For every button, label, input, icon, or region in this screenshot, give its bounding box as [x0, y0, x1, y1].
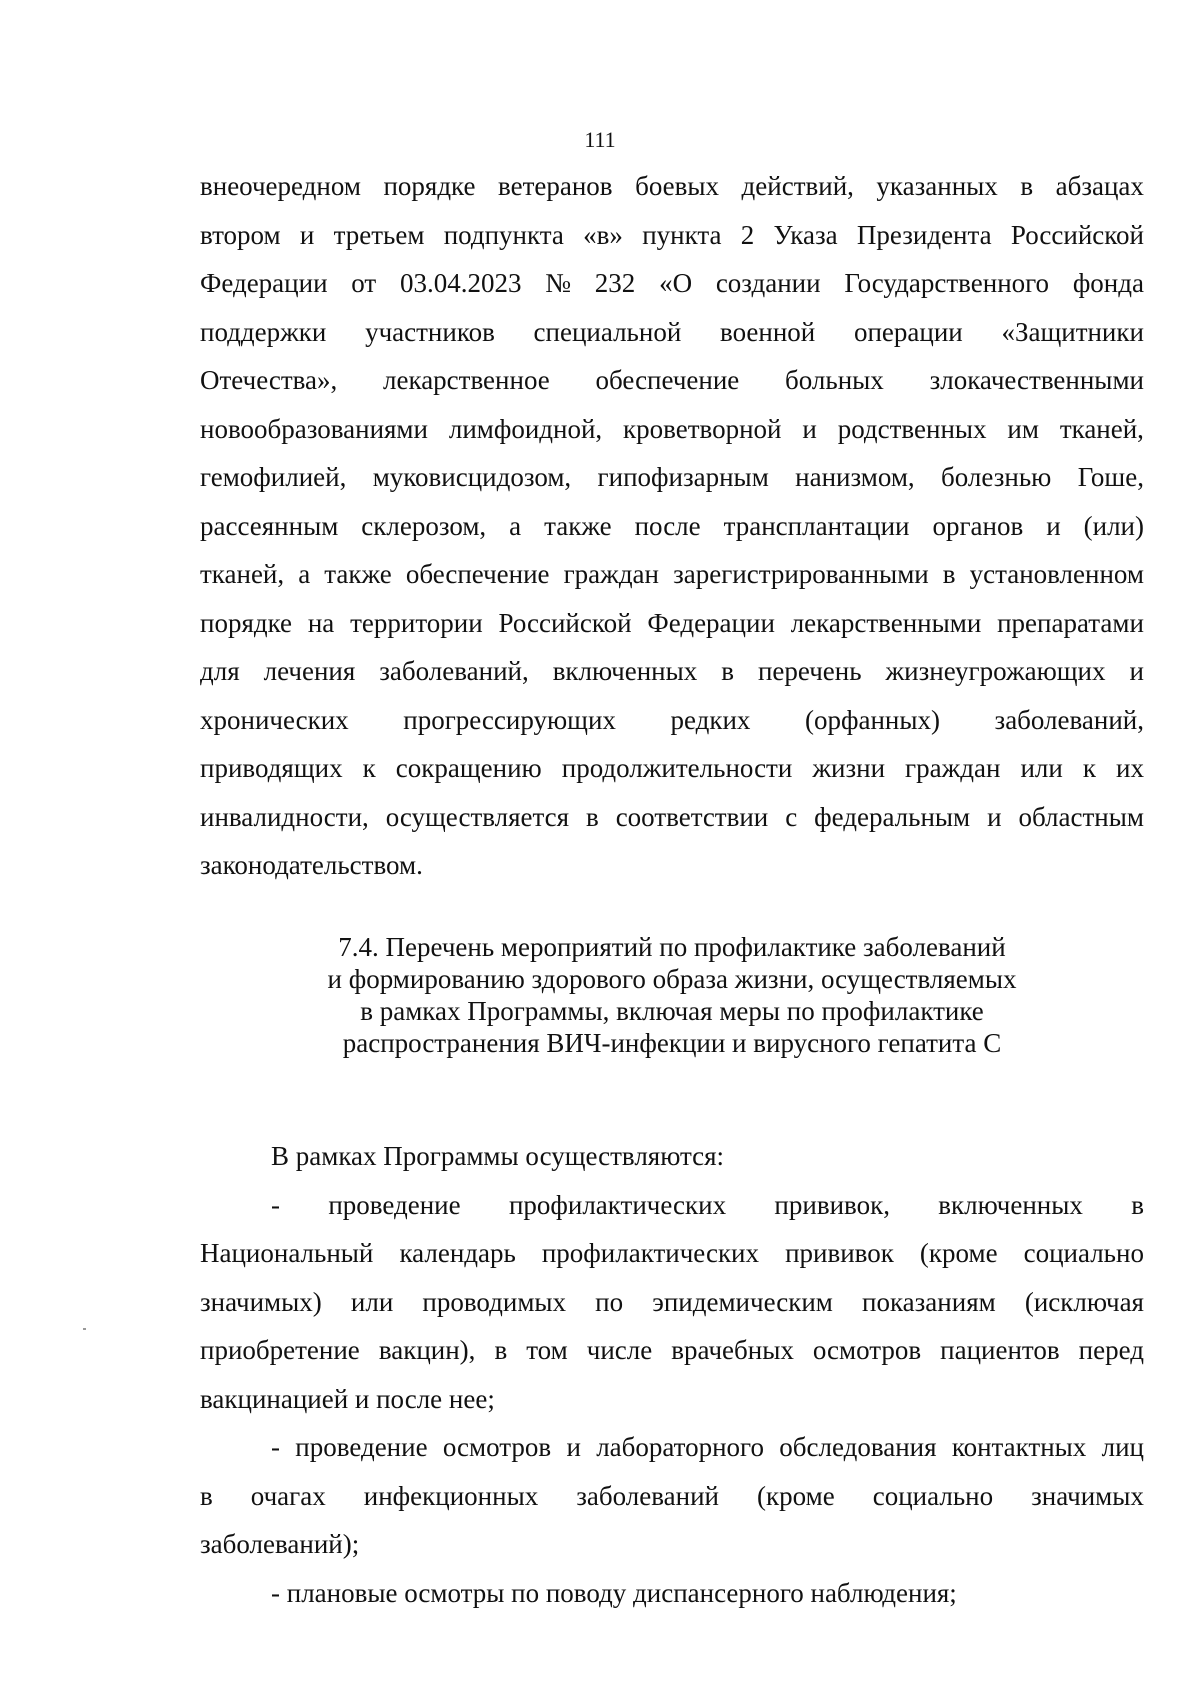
word: а [509, 510, 522, 541]
word: Указа [773, 219, 838, 250]
list-item-1-last-line: вакцинацией и после нее; [200, 1383, 495, 1414]
word: включенных [552, 656, 698, 686]
text-line [200, 599, 1144, 648]
word: пациентов [940, 1335, 1060, 1365]
word: рассеянным [200, 510, 339, 541]
word: а [298, 559, 311, 589]
word: соответствии [615, 801, 769, 832]
text-line [200, 793, 1144, 842]
word: проведение [328, 1189, 461, 1220]
word: инфекционных [363, 1480, 539, 1511]
word: и [1046, 510, 1061, 541]
word: им [1007, 413, 1039, 444]
text-line [200, 550, 1144, 599]
word: 232 [594, 268, 636, 298]
word: контактных [951, 1432, 1087, 1462]
word: порядке [200, 607, 293, 638]
word: Федерации [647, 607, 775, 638]
word: территории [350, 607, 483, 638]
word: проводимых [422, 1286, 567, 1317]
word: проведение [295, 1432, 428, 1462]
text-line [200, 696, 1144, 745]
word: сокращению [395, 753, 542, 783]
word: к [1082, 753, 1096, 783]
word: 03.04.2023 [400, 268, 522, 298]
word: жизнеугрожающих [885, 656, 1106, 686]
word: участников [365, 316, 495, 347]
word: для [200, 656, 240, 686]
text-line [200, 308, 1144, 357]
word: органов [932, 510, 1024, 541]
paragraph-1 [200, 162, 1144, 890]
heading-line: 7.4. Перечень мероприятий по профилактике заболеваний [338, 932, 1006, 962]
word: на [307, 607, 335, 638]
word: лекарственными [790, 607, 982, 638]
word: трансплантации [723, 510, 910, 541]
list-item-1-line [200, 1181, 1144, 1230]
word: также [324, 559, 392, 589]
word: склерозом, [361, 510, 487, 541]
word: и [987, 801, 1002, 832]
word: указанных [876, 171, 998, 201]
word: жизни [812, 753, 886, 783]
word: от [351, 268, 377, 298]
list-item-3-line: - плановые осмотры по поводу диспансерного наблюдения; [271, 1577, 957, 1608]
word: муковисцидозом, [372, 462, 572, 492]
word: календарь [399, 1238, 516, 1268]
word: Гоше, [1077, 462, 1144, 492]
list-item-2-line [200, 1423, 1144, 1472]
word: военной [720, 316, 816, 347]
text-line [200, 647, 1144, 696]
word: создании [715, 268, 821, 298]
word: внеочередном [200, 171, 361, 201]
word: (кроме [757, 1480, 835, 1511]
word: лабораторного [596, 1432, 764, 1462]
word: в [1020, 171, 1034, 201]
word: «О [659, 268, 693, 298]
word: в [494, 1335, 508, 1365]
word: гемофилией, [200, 462, 347, 492]
word: кроветворной [623, 413, 782, 444]
list-item-1-line [200, 1278, 1144, 1327]
word: заболеваний, [379, 656, 529, 686]
word: в [200, 1480, 213, 1511]
heading-line: в рамках Программы, включая меры по профилактике [360, 996, 984, 1026]
list-item-2-line [200, 1472, 1144, 1521]
word: - [271, 1432, 280, 1462]
word: или [1020, 753, 1063, 783]
word: очагах [250, 1480, 326, 1511]
word: и [802, 413, 817, 444]
heading-line: и формированию здорового образа жизни, осуществляемых [327, 964, 1017, 994]
word: абзацах [1055, 171, 1144, 201]
word: операции [853, 316, 963, 347]
text-line [200, 162, 1144, 211]
word: федеральным [814, 801, 971, 832]
word: редких [670, 704, 751, 735]
word: осмотров [442, 1432, 552, 1462]
word: социально [1023, 1238, 1144, 1268]
text-line [200, 356, 1144, 405]
word: с [785, 801, 798, 832]
word: (исключая [1024, 1286, 1144, 1317]
list-item-1-line [200, 1229, 1144, 1278]
word: новообразованиями [200, 413, 428, 444]
word: эпидемическим [652, 1286, 833, 1317]
word: Российской [498, 607, 632, 638]
word: - [271, 1189, 280, 1220]
word: «в» [583, 219, 623, 250]
word: показаниям [862, 1286, 996, 1317]
word: к [362, 753, 376, 783]
word: зарегистрированными [673, 559, 929, 589]
word: и [299, 219, 315, 250]
list-item-1-line [200, 1326, 1144, 1375]
word: нанизмом, [795, 462, 915, 492]
word: социально [872, 1480, 994, 1511]
text-line [200, 211, 1144, 260]
intro-line: В рамках Программы осуществляются: [271, 1141, 725, 1171]
word: приобретение [200, 1335, 360, 1365]
word: специальной [533, 316, 682, 347]
word: Государственного [844, 268, 1050, 298]
text-line [200, 259, 1144, 308]
word: в [586, 801, 599, 832]
word: тканей, [200, 559, 285, 589]
text-line-last: законодательством. [200, 850, 423, 880]
word: числе [586, 1335, 653, 1365]
word: включенных [938, 1189, 1083, 1220]
heading-line: распространения ВИЧ-инфекции и вирусного гепатита С [342, 1028, 1002, 1058]
word: лекарственное [383, 365, 550, 395]
word: заболеваний, [994, 704, 1144, 735]
list-item-2-last-line: заболеваний); [200, 1529, 360, 1559]
word: (орфанных) [804, 704, 940, 735]
word: значимых [1031, 1480, 1144, 1511]
word: поддержки [200, 316, 327, 347]
word: родственных [837, 413, 987, 444]
word: областным [1018, 801, 1144, 832]
scan-speck [83, 1328, 86, 1330]
word: прививок, [774, 1189, 890, 1220]
word: том [526, 1335, 568, 1365]
word: профилактических [541, 1238, 760, 1268]
word: Отечества», [200, 365, 338, 395]
word: втором [200, 219, 281, 250]
word: фонда [1072, 268, 1144, 298]
page-number: 111 [584, 127, 616, 152]
word: лечения [263, 656, 356, 686]
text-line [200, 453, 1144, 502]
word: в [1131, 1189, 1144, 1220]
word: (кроме [919, 1238, 998, 1268]
word: хронических [200, 704, 349, 735]
word: осмотров [812, 1335, 922, 1365]
word: инвалидности, [200, 801, 369, 832]
word: злокачественными [929, 365, 1144, 395]
word: обеспечение [405, 559, 550, 589]
word: профилактических [508, 1189, 727, 1220]
word: боевых [635, 171, 720, 201]
word: вакцин), [378, 1335, 476, 1365]
section-heading [200, 931, 1144, 1059]
word: третьем [333, 219, 425, 250]
word: препаратами [997, 607, 1144, 638]
word: прогрессирующих [403, 704, 616, 735]
word: прививок [785, 1238, 894, 1268]
word: в [721, 656, 734, 686]
word: приводящих [200, 753, 343, 783]
word: 2 [740, 219, 755, 250]
word: продолжительности [561, 753, 793, 783]
word: после [634, 510, 701, 541]
word: граждан [563, 559, 659, 589]
word: тканей, [1059, 413, 1144, 444]
word: действий, [741, 171, 854, 201]
word: подпункта [443, 219, 564, 250]
word: обследования [779, 1432, 937, 1462]
word: и [1129, 656, 1144, 686]
word: перечень [757, 656, 862, 686]
word: «Защитники [1001, 316, 1144, 347]
word: Президента [856, 219, 992, 250]
word: ветеранов [498, 171, 613, 201]
word: пункта [642, 219, 722, 250]
word: заболеваний [576, 1480, 719, 1511]
word: порядке [383, 171, 476, 201]
word: Национальный [200, 1238, 374, 1268]
word: их [1116, 753, 1144, 783]
text-line [200, 744, 1144, 793]
word: значимых) [200, 1286, 322, 1317]
word: по [595, 1286, 624, 1317]
word: или [350, 1286, 394, 1317]
word: врачебных [671, 1335, 794, 1365]
word: болезнью [941, 462, 1052, 492]
word: лимфоидной, [448, 413, 603, 444]
word: (или) [1083, 510, 1144, 541]
word: обеспечение [595, 365, 740, 395]
word: перед [1078, 1335, 1144, 1365]
word: также [544, 510, 612, 541]
word: Федерации [200, 268, 328, 298]
word: больных [785, 365, 884, 395]
word: Российской [1010, 219, 1144, 250]
word: гипофизарным [597, 462, 769, 492]
word: в [942, 559, 956, 589]
word: граждан [905, 753, 1001, 783]
word: лиц [1101, 1432, 1144, 1462]
section-7-4-body [200, 1132, 1144, 1617]
text-line [200, 502, 1144, 551]
word: осуществляется [385, 801, 570, 832]
word: № [545, 268, 572, 298]
text-line [200, 405, 1144, 454]
word: и [566, 1432, 581, 1462]
word: установленном [969, 559, 1144, 589]
